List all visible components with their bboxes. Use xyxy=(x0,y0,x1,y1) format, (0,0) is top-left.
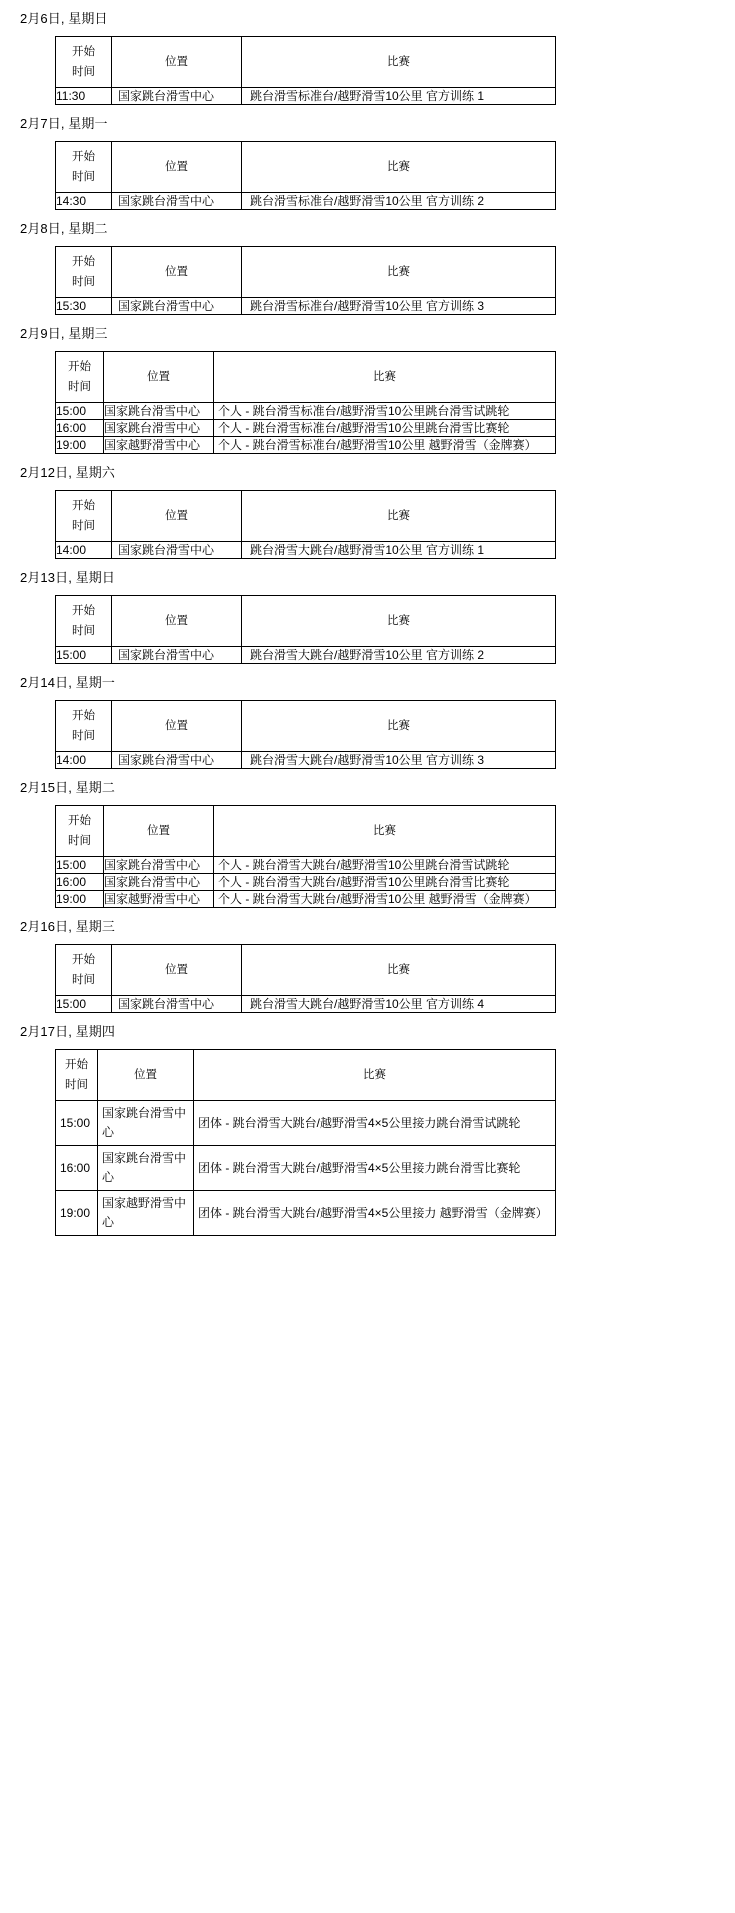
cell-location: 国家跳台滑雪中心 xyxy=(104,857,214,874)
column-header-start-time xyxy=(56,1050,98,1101)
schedule-table xyxy=(55,36,556,105)
cell-location: 国家跳台滑雪中心 xyxy=(112,542,242,559)
column-header-start-time-line1: 开始 xyxy=(72,500,95,512)
schedule-table-wrapper xyxy=(0,246,735,315)
cell-start-time: 14:00 xyxy=(56,542,112,559)
column-header-event: 比赛 xyxy=(214,352,556,403)
column-header-start-time-line2: 时间 xyxy=(68,835,91,847)
cell-start-time: 15:00 xyxy=(56,1101,98,1146)
day-heading: 2月6日, 星期日 xyxy=(20,11,108,26)
cell-start-time: 16:00 xyxy=(56,874,104,891)
cell-location: 国家跳台滑雪中心 xyxy=(112,193,242,210)
cell-start-time: 15:00 xyxy=(56,403,104,420)
day-section xyxy=(0,0,735,105)
column-header-start-time-line2: 时间 xyxy=(68,381,91,393)
cell-event: 团体 - 跳台滑雪大跳台/越野滑雪4×5公里接力跳台滑雪比赛轮 xyxy=(194,1146,556,1191)
table-header-row xyxy=(56,806,556,857)
schedule-table-wrapper xyxy=(0,141,735,210)
cell-location: 国家跳台滑雪中心 xyxy=(112,647,242,664)
table-row xyxy=(56,1146,556,1191)
cell-location: 国家跳台滑雪中心 xyxy=(98,1101,194,1146)
cell-event: 个人 - 跳台滑雪大跳台/越野滑雪10公里跳台滑雪比赛轮 xyxy=(214,874,556,891)
column-header-event: 比赛 xyxy=(242,247,556,298)
cell-location: 国家跳台滑雪中心 xyxy=(112,996,242,1013)
column-header-start-time-line1: 开始 xyxy=(72,151,95,163)
table-row xyxy=(56,647,556,664)
schedule-table xyxy=(55,351,556,454)
table-row xyxy=(56,88,556,105)
schedule-table-wrapper xyxy=(0,595,735,664)
table-header-row xyxy=(56,37,556,88)
schedule-table-wrapper xyxy=(0,351,735,454)
column-header-event: 比赛 xyxy=(242,491,556,542)
column-header-location: 位置 xyxy=(112,142,242,193)
column-header-start-time-line2: 时间 xyxy=(65,1079,88,1091)
day-heading: 2月7日, 星期一 xyxy=(20,116,108,131)
column-header-location: 位置 xyxy=(112,247,242,298)
day-heading: 2月8日, 星期二 xyxy=(20,221,108,236)
schedule-table-wrapper xyxy=(0,36,735,105)
day-heading: 2月13日, 星期日 xyxy=(20,570,115,585)
cell-location: 国家跳台滑雪中心 xyxy=(104,874,214,891)
cell-location: 国家跳台滑雪中心 xyxy=(104,403,214,420)
column-header-location: 位置 xyxy=(112,701,242,752)
day-heading: 2月9日, 星期三 xyxy=(20,326,108,341)
schedule-table xyxy=(55,246,556,315)
column-header-location: 位置 xyxy=(104,352,214,403)
column-header-start-time xyxy=(56,352,104,403)
column-header-event: 比赛 xyxy=(194,1050,556,1101)
table-row xyxy=(56,542,556,559)
cell-location: 国家跳台滑雪中心 xyxy=(112,88,242,105)
column-header-start-time-line1: 开始 xyxy=(65,1059,88,1071)
column-header-start-time-line1: 开始 xyxy=(72,605,95,617)
cell-location: 国家越野滑雪中心 xyxy=(98,1191,194,1236)
cell-start-time: 14:30 xyxy=(56,193,112,210)
schedule-table-wrapper xyxy=(0,700,735,769)
table-row xyxy=(56,1191,556,1236)
cell-start-time: 19:00 xyxy=(56,891,104,908)
cell-event: 跳台滑雪标准台/越野滑雪10公里 官方训练 3 xyxy=(242,298,556,315)
column-header-start-time-line2: 时间 xyxy=(72,66,95,78)
column-header-start-time-line1: 开始 xyxy=(72,954,95,966)
page-bottom-spacer xyxy=(0,1236,735,1240)
schedule-table xyxy=(55,141,556,210)
cell-event: 个人 - 跳台滑雪大跳台/越野滑雪10公里跳台滑雪试跳轮 xyxy=(214,857,556,874)
cell-event: 团体 - 跳台滑雪大跳台/越野滑雪4×5公里接力跳台滑雪试跳轮 xyxy=(194,1101,556,1146)
day-heading: 2月14日, 星期一 xyxy=(20,675,115,690)
table-row xyxy=(56,891,556,908)
schedule-table xyxy=(55,595,556,664)
day-section xyxy=(0,315,735,454)
cell-start-time: 19:00 xyxy=(56,437,104,454)
table-row xyxy=(56,193,556,210)
cell-start-time: 19:00 xyxy=(56,1191,98,1236)
cell-start-time: 15:00 xyxy=(56,857,104,874)
column-header-start-time xyxy=(56,945,112,996)
cell-location: 国家跳台滑雪中心 xyxy=(98,1146,194,1191)
schedule-table xyxy=(55,700,556,769)
day-section xyxy=(0,559,735,664)
column-header-start-time-line2: 时间 xyxy=(72,276,95,288)
cell-start-time: 15:30 xyxy=(56,298,112,315)
table-row xyxy=(56,420,556,437)
day-heading: 2月17日, 星期四 xyxy=(20,1024,115,1039)
column-header-location: 位置 xyxy=(112,596,242,647)
column-header-location: 位置 xyxy=(98,1050,194,1101)
table-header-row xyxy=(56,352,556,403)
cell-start-time: 11:30 xyxy=(56,88,112,105)
column-header-location: 位置 xyxy=(112,945,242,996)
schedule-table-wrapper xyxy=(0,944,735,1013)
column-header-start-time-line1: 开始 xyxy=(68,361,91,373)
table-header-row xyxy=(56,1050,556,1101)
cell-start-time: 16:00 xyxy=(56,1146,98,1191)
column-header-start-time-line1: 开始 xyxy=(72,710,95,722)
cell-event: 跳台滑雪大跳台/越野滑雪10公里 官方训练 2 xyxy=(242,647,556,664)
column-header-start-time xyxy=(56,491,112,542)
schedule-table xyxy=(55,944,556,1013)
table-header-row xyxy=(56,945,556,996)
table-row xyxy=(56,403,556,420)
cell-start-time: 15:00 xyxy=(56,996,112,1013)
cell-event: 个人 - 跳台滑雪标准台/越野滑雪10公里跳台滑雪比赛轮 xyxy=(214,420,556,437)
column-header-event: 比赛 xyxy=(242,37,556,88)
cell-event: 跳台滑雪标准台/越野滑雪10公里 官方训练 1 xyxy=(242,88,556,105)
schedule-table xyxy=(55,490,556,559)
table-header-row xyxy=(56,701,556,752)
cell-start-time: 16:00 xyxy=(56,420,104,437)
column-header-start-time-line2: 时间 xyxy=(72,625,95,637)
cell-start-time: 15:00 xyxy=(56,647,112,664)
cell-event: 跳台滑雪大跳台/越野滑雪10公里 官方训练 1 xyxy=(242,542,556,559)
cell-event: 跳台滑雪大跳台/越野滑雪10公里 官方训练 3 xyxy=(242,752,556,769)
table-header-row xyxy=(56,142,556,193)
cell-event: 跳台滑雪大跳台/越野滑雪10公里 官方训练 4 xyxy=(242,996,556,1013)
table-row xyxy=(56,1101,556,1146)
column-header-start-time-line1: 开始 xyxy=(72,256,95,268)
day-section xyxy=(0,105,735,210)
column-header-start-time xyxy=(56,806,104,857)
column-header-start-time xyxy=(56,37,112,88)
table-row xyxy=(56,437,556,454)
schedule-table-wrapper xyxy=(0,490,735,559)
column-header-location: 位置 xyxy=(112,37,242,88)
cell-event: 跳台滑雪标准台/越野滑雪10公里 官方训练 2 xyxy=(242,193,556,210)
table-row xyxy=(56,752,556,769)
table-header-row xyxy=(56,247,556,298)
cell-event: 团体 - 跳台滑雪大跳台/越野滑雪4×5公里接力 越野滑雪（金牌赛） xyxy=(194,1191,556,1236)
schedule-table xyxy=(55,805,556,908)
cell-event: 个人 - 跳台滑雪标准台/越野滑雪10公里 越野滑雪（金牌赛） xyxy=(214,437,556,454)
day-heading: 2月16日, 星期三 xyxy=(20,919,115,934)
column-header-start-time-line1: 开始 xyxy=(68,815,91,827)
cell-event: 个人 - 跳台滑雪大跳台/越野滑雪10公里 越野滑雪（金牌赛） xyxy=(214,891,556,908)
cell-start-time: 14:00 xyxy=(56,752,112,769)
schedule-table-wrapper xyxy=(0,1049,735,1236)
column-header-start-time-line2: 时间 xyxy=(72,520,95,532)
day-section xyxy=(0,1013,735,1236)
day-heading: 2月15日, 星期二 xyxy=(20,780,115,795)
column-header-start-time xyxy=(56,247,112,298)
column-header-start-time xyxy=(56,596,112,647)
column-header-start-time-line2: 时间 xyxy=(72,730,95,742)
column-header-event: 比赛 xyxy=(242,142,556,193)
day-heading: 2月12日, 星期六 xyxy=(20,465,115,480)
day-section xyxy=(0,908,735,1013)
table-header-row xyxy=(56,596,556,647)
cell-location: 国家越野滑雪中心 xyxy=(104,437,214,454)
cell-location: 国家跳台滑雪中心 xyxy=(104,420,214,437)
column-header-event: 比赛 xyxy=(242,701,556,752)
column-header-location: 位置 xyxy=(112,491,242,542)
table-header-row xyxy=(56,491,556,542)
column-header-start-time xyxy=(56,142,112,193)
column-header-event: 比赛 xyxy=(214,806,556,857)
column-header-event: 比赛 xyxy=(242,596,556,647)
table-row xyxy=(56,996,556,1013)
cell-event: 个人 - 跳台滑雪标准台/越野滑雪10公里跳台滑雪试跳轮 xyxy=(214,403,556,420)
schedule-table-wrapper xyxy=(0,805,735,908)
day-section xyxy=(0,454,735,559)
column-header-start-time-line2: 时间 xyxy=(72,171,95,183)
table-row xyxy=(56,857,556,874)
column-header-start-time-line1: 开始 xyxy=(72,46,95,58)
column-header-event: 比赛 xyxy=(242,945,556,996)
column-header-start-time xyxy=(56,701,112,752)
schedule-table xyxy=(55,1049,556,1236)
table-row xyxy=(56,874,556,891)
cell-location: 国家跳台滑雪中心 xyxy=(112,298,242,315)
column-header-start-time-line2: 时间 xyxy=(72,974,95,986)
column-header-location: 位置 xyxy=(104,806,214,857)
day-section xyxy=(0,769,735,908)
day-section xyxy=(0,664,735,769)
cell-location: 国家跳台滑雪中心 xyxy=(112,752,242,769)
cell-location: 国家越野滑雪中心 xyxy=(104,891,214,908)
day-section xyxy=(0,210,735,315)
table-row xyxy=(56,298,556,315)
